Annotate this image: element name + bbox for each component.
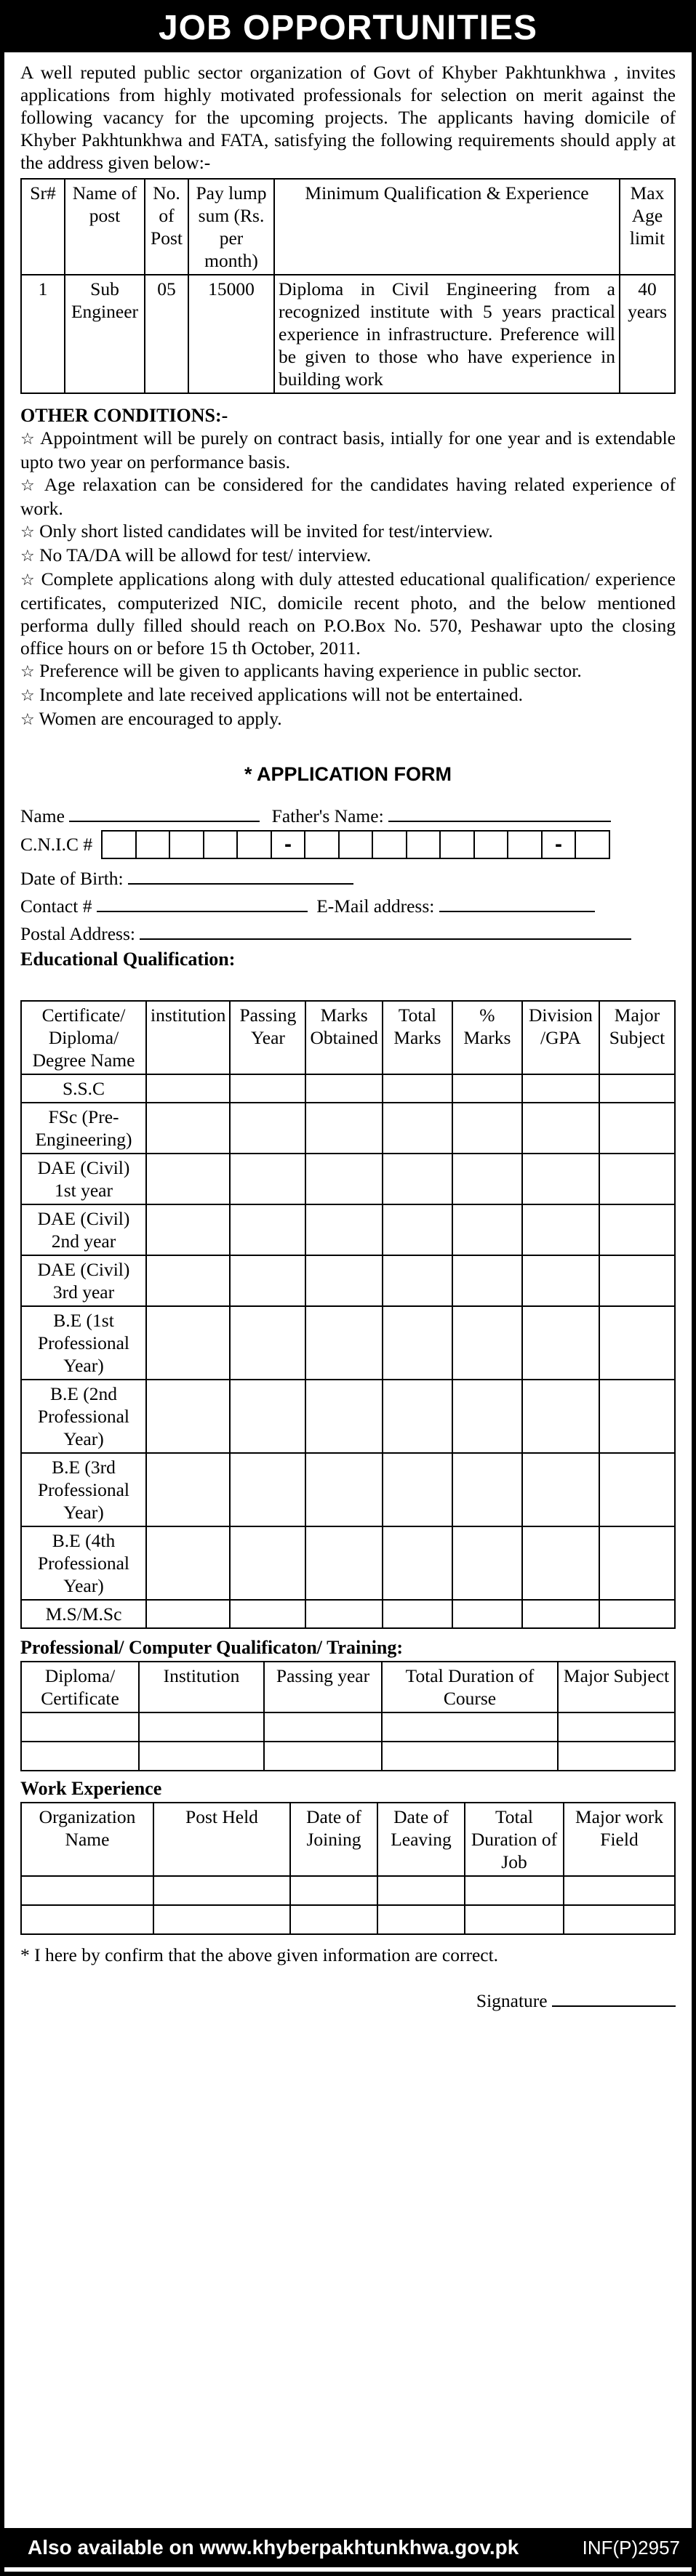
table-cell[interactable]	[383, 1255, 452, 1306]
jobs-header-pay: Pay lump sum (Rs. per month)	[188, 179, 274, 275]
edu-row-label: B.E (2nd Professional Year)	[21, 1380, 146, 1453]
table-cell[interactable]	[564, 1876, 675, 1905]
table-cell[interactable]	[564, 1905, 675, 1934]
table-row	[21, 1306, 675, 1380]
condition-text: Only short listed candidates will be invited for test/interview.	[39, 520, 493, 542]
edu-header-year: Passing Year	[230, 1001, 305, 1074]
work-table	[20, 1802, 676, 1935]
table-cell[interactable]	[305, 1074, 382, 1103]
table-cell[interactable]	[230, 1600, 305, 1628]
table-cell[interactable]	[230, 1204, 305, 1255]
education-table	[20, 1000, 676, 1629]
edu-row-label: DAE (Civil) 3rd year	[21, 1255, 146, 1306]
table-cell[interactable]	[230, 1453, 305, 1526]
prof-header-subject: Major Subject	[558, 1662, 675, 1712]
work-header-leaving: Date of Leaving	[377, 1803, 465, 1876]
table-cell[interactable]	[305, 1380, 382, 1453]
table-cell[interactable]	[599, 1074, 675, 1103]
table-cell[interactable]	[452, 1380, 522, 1453]
table-cell[interactable]	[139, 1742, 264, 1771]
cnic-box[interactable]	[473, 830, 509, 859]
work-title: Work Experience	[20, 1778, 162, 1799]
edu-header-marks: Marks Obtained	[305, 1001, 382, 1074]
table-cell[interactable]	[383, 1154, 452, 1204]
table-cell: 15000	[188, 275, 274, 393]
edu-header-institution: institution	[146, 1001, 230, 1074]
table-cell[interactable]	[452, 1074, 522, 1103]
form-title: * APPLICATION FORM	[244, 763, 452, 785]
table-cell[interactable]	[146, 1154, 230, 1204]
prof-header-diploma: Diploma/ Certificate	[21, 1662, 139, 1712]
edu-row-label: B.E (1st Professional Year)	[21, 1306, 146, 1380]
email-label: E-Mail address:	[316, 895, 435, 917]
table-cell[interactable]	[305, 1600, 382, 1628]
prof-header-year: Passing year	[264, 1662, 382, 1712]
table-cell[interactable]	[522, 1154, 599, 1204]
table-cell[interactable]	[383, 1600, 452, 1628]
table-cell[interactable]	[146, 1074, 230, 1103]
table-cell: Diploma in Civil Engineering from a recognized institute with 5 years practical experience in infrastructure. Preference will be given to those who have experience in building work	[274, 275, 620, 393]
table-cell[interactable]	[382, 1742, 558, 1771]
table-cell[interactable]	[146, 1255, 230, 1306]
cnic-line	[20, 830, 676, 859]
work-header-field: Major work Field	[564, 1803, 675, 1876]
table-cell: 1	[21, 275, 65, 393]
star-icon: ☆	[20, 571, 36, 589]
cnic-box[interactable]	[338, 830, 374, 859]
professional-table	[20, 1661, 676, 1771]
table-cell[interactable]	[522, 1380, 599, 1453]
table-cell[interactable]	[146, 1526, 230, 1600]
cnic-dash: -	[271, 830, 306, 859]
table-cell[interactable]	[377, 1905, 465, 1934]
jobs-header-qualification: Minimum Qualification & Experience	[274, 179, 620, 275]
table-cell[interactable]	[452, 1453, 522, 1526]
condition-item	[20, 707, 676, 731]
table-cell: Sub Engineer	[65, 275, 145, 393]
table-row	[21, 275, 675, 393]
work-header-duration: Total Duration of Job	[465, 1803, 564, 1876]
table-cell[interactable]	[452, 1204, 522, 1255]
dob-label: Date of Birth:	[20, 868, 124, 889]
table-cell[interactable]	[452, 1526, 522, 1600]
table-cell[interactable]	[452, 1306, 522, 1380]
table-cell[interactable]	[230, 1255, 305, 1306]
table-cell[interactable]	[146, 1380, 230, 1453]
edu-row-label: DAE (Civil) 2nd year	[21, 1204, 146, 1255]
table-cell[interactable]	[522, 1306, 599, 1380]
jobs-table	[20, 178, 676, 394]
table-cell[interactable]	[230, 1526, 305, 1600]
table-cell[interactable]	[383, 1074, 452, 1103]
table-cell[interactable]	[452, 1255, 522, 1306]
star-icon: ☆	[20, 430, 36, 448]
father-name-field[interactable]	[388, 803, 611, 822]
table-cell[interactable]	[452, 1600, 522, 1628]
signature-line	[20, 1988, 676, 2012]
edu-title: Educational Qualification:	[20, 949, 236, 970]
cnic-box[interactable]	[439, 830, 475, 859]
signature-field[interactable]	[552, 1988, 676, 2007]
table-row	[21, 1742, 675, 1771]
table-row	[21, 1526, 675, 1600]
intro-paragraph: A well reputed public sector organization of Govt of Khyber Pakhtunkhwa , invites applications from highly motivated professionals for selection on merit against the following vacancy for the upcoming projects. The applicants having domicile of Khyber Pakhtunkhwa and FATA, satisfying the following requirements should apply at the address given below:-	[20, 62, 676, 173]
table-cell[interactable]	[146, 1306, 230, 1380]
jobs-header-post: Name of post	[65, 179, 145, 275]
cnic-box[interactable]	[203, 830, 239, 859]
table-cell[interactable]	[465, 1876, 564, 1905]
table-row	[21, 1876, 675, 1905]
postal-field[interactable]	[140, 921, 631, 940]
edu-row-label: S.S.C	[21, 1074, 146, 1103]
condition-item	[20, 473, 676, 520]
name-field[interactable]	[69, 803, 260, 822]
table-cell[interactable]	[599, 1306, 675, 1380]
table-cell: 05	[145, 275, 188, 393]
edu-row-label: B.E (4th Professional Year)	[21, 1526, 146, 1600]
jobs-header-count: No. of Post	[145, 179, 188, 275]
work-header-joining: Date of Joining	[290, 1803, 377, 1876]
table-cell[interactable]	[383, 1526, 452, 1600]
table-cell[interactable]	[558, 1712, 675, 1742]
table-cell[interactable]	[230, 1154, 305, 1204]
footer-ref: INF(P)2957	[582, 2537, 680, 2559]
star-icon: ☆	[20, 687, 35, 705]
table-cell[interactable]	[305, 1204, 382, 1255]
table-cell[interactable]	[264, 1712, 382, 1742]
postal-line	[20, 920, 676, 948]
edu-header-degree: Certificate/ Diploma/ Degree Name	[21, 1001, 146, 1074]
edu-row-label: B.E (3rd Professional Year)	[21, 1453, 146, 1526]
page-title: JOB OPPORTUNITIES	[4, 4, 692, 52]
content	[20, 61, 676, 2012]
table-row	[21, 1074, 675, 1103]
cnic-box[interactable]	[236, 830, 272, 859]
cnic-label: C.N.I.C #	[20, 834, 93, 855]
table-cell[interactable]	[305, 1306, 382, 1380]
table-cell[interactable]	[522, 1600, 599, 1628]
cnic-box[interactable]	[169, 830, 204, 859]
table-cell[interactable]	[305, 1103, 382, 1154]
table-row	[21, 1380, 675, 1453]
table-row	[21, 1255, 675, 1306]
condition-text: Women are encouraged to apply.	[39, 708, 282, 729]
contact-field[interactable]	[97, 893, 308, 912]
condition-text: Complete applications along with duly attested educational qualification/ experience certificates, computerized NIC, domicile recent photo, and the below mentioned performa dully filled should reach on P.O.Box No. 570, Peshawar upto the closing office hours on or before 15 th October, 2011.	[20, 568, 676, 659]
table-row	[21, 1453, 675, 1526]
table-cell[interactable]	[599, 1380, 675, 1453]
table-cell[interactable]	[599, 1453, 675, 1526]
condition-item	[20, 659, 676, 683]
table-cell[interactable]	[230, 1380, 305, 1453]
table-cell[interactable]	[230, 1103, 305, 1154]
table-cell[interactable]	[21, 1742, 139, 1771]
table-cell[interactable]	[21, 1905, 153, 1934]
table-cell[interactable]	[383, 1380, 452, 1453]
star-icon: ☆	[20, 711, 35, 729]
condition-item	[20, 683, 676, 707]
table-cell[interactable]	[465, 1905, 564, 1934]
table-cell[interactable]	[146, 1204, 230, 1255]
edu-header-percent: % Marks	[452, 1001, 522, 1074]
prof-header-institution: Institution	[139, 1662, 264, 1712]
prof-title: Professional/ Computer Qualificaton/ Training:	[20, 1637, 404, 1658]
condition-text: Incomplete and late received applications will not be entertained.	[39, 684, 523, 705]
table-row	[21, 1600, 675, 1628]
table-cell[interactable]	[599, 1526, 675, 1600]
table-cell[interactable]	[383, 1453, 452, 1526]
table-cell[interactable]	[522, 1103, 599, 1154]
postal-label: Postal Address:	[20, 923, 135, 944]
email-field[interactable]	[439, 893, 595, 912]
footer-bar	[4, 2528, 692, 2567]
table-cell[interactable]	[153, 1905, 290, 1934]
dob-line	[20, 865, 676, 893]
table-cell[interactable]	[305, 1453, 382, 1526]
table-cell[interactable]	[599, 1204, 675, 1255]
table-cell[interactable]	[146, 1103, 230, 1154]
table-cell[interactable]	[305, 1154, 382, 1204]
contact-line	[20, 893, 676, 920]
work-header-org: Organization Name	[21, 1803, 153, 1876]
conditions-section	[20, 404, 676, 731]
table-cell[interactable]	[230, 1074, 305, 1103]
table-cell[interactable]	[21, 1876, 153, 1905]
table-cell[interactable]	[383, 1204, 452, 1255]
table-cell: 40 years	[620, 275, 675, 393]
star-icon: ☆	[20, 663, 35, 681]
condition-text: Preference will be given to applicants having experience in public sector.	[39, 660, 582, 681]
cnic-dash: -	[541, 830, 577, 859]
table-cell[interactable]	[377, 1876, 465, 1905]
edu-header-subject: Major Subject	[599, 1001, 675, 1074]
condition-item	[20, 520, 676, 544]
name-line	[20, 802, 676, 830]
star-icon: ☆	[20, 547, 35, 565]
table-row	[21, 1905, 675, 1934]
table-cell[interactable]	[383, 1103, 452, 1154]
condition-text: Age relaxation can be considered for the candidates having related experience of work.	[20, 474, 676, 519]
table-row	[21, 1154, 675, 1204]
table-cell[interactable]	[522, 1453, 599, 1526]
table-cell[interactable]	[305, 1526, 382, 1600]
table-cell[interactable]	[558, 1742, 675, 1771]
condition-item	[20, 568, 676, 659]
table-cell[interactable]	[146, 1453, 230, 1526]
edu-header-division: Division /GPA	[522, 1001, 599, 1074]
table-cell[interactable]	[21, 1712, 139, 1742]
table-cell[interactable]	[139, 1712, 264, 1742]
table-cell[interactable]	[264, 1742, 382, 1771]
confirmation-text: * I here by confirm that the above given information are correct.	[20, 1944, 499, 1965]
cnic-box[interactable]	[101, 830, 137, 859]
contact-label: Contact #	[20, 895, 92, 917]
cnic-box[interactable]	[372, 830, 407, 859]
footer-website: Also available on www.khyberpakhtunkhwa.gov.pk	[28, 2536, 519, 2559]
table-cell[interactable]	[383, 1306, 452, 1380]
condition-text: No TA/DA will be allowd for test/ interview.	[39, 544, 372, 565]
table-cell[interactable]	[599, 1255, 675, 1306]
table-cell[interactable]	[522, 1255, 599, 1306]
star-icon: ☆	[20, 523, 35, 542]
table-row	[21, 1204, 675, 1255]
table-cell[interactable]	[522, 1526, 599, 1600]
table-cell[interactable]	[146, 1600, 230, 1628]
conditions-title: OTHER CONDITIONS:-	[20, 405, 228, 426]
table-cell[interactable]	[290, 1905, 377, 1934]
work-header-post: Post Held	[153, 1803, 290, 1876]
edu-row-label: M.S/M.Sc	[21, 1600, 146, 1628]
jobs-header-sr: Sr#	[21, 179, 65, 275]
cnic-box[interactable]	[575, 830, 610, 859]
jobs-header-age: Max Age limit	[620, 179, 675, 275]
table-cell[interactable]	[452, 1154, 522, 1204]
table-cell[interactable]	[599, 1600, 675, 1628]
star-icon: ☆	[20, 477, 38, 495]
prof-header-duration: Total Duration of Course	[382, 1662, 558, 1712]
cnic-box[interactable]	[135, 830, 171, 859]
condition-item	[20, 427, 676, 473]
table-cell[interactable]	[599, 1103, 675, 1154]
name-label: Name	[20, 805, 65, 826]
table-cell[interactable]	[522, 1074, 599, 1103]
edu-row-label: FSc (Pre-Engineering)	[21, 1103, 146, 1154]
table-cell[interactable]	[230, 1306, 305, 1380]
table-cell[interactable]	[382, 1712, 558, 1742]
cnic-boxes[interactable]	[103, 830, 610, 859]
father-name-label: Father's Name:	[271, 805, 384, 826]
cnic-box[interactable]	[406, 830, 441, 859]
cnic-box[interactable]	[507, 830, 543, 859]
cnic-box[interactable]	[304, 830, 340, 859]
dob-field[interactable]	[128, 866, 353, 885]
condition-item	[20, 544, 676, 568]
signature-label: Signature	[476, 1990, 548, 2011]
edu-row-label: DAE (Civil) 1st year	[21, 1154, 146, 1204]
table-row	[21, 1712, 675, 1742]
edu-header-total: Total Marks	[383, 1001, 452, 1074]
table-cell[interactable]	[599, 1154, 675, 1204]
table-cell[interactable]	[290, 1876, 377, 1905]
table-row	[21, 1103, 675, 1154]
table-cell[interactable]	[305, 1255, 382, 1306]
condition-text: Appointment will be purely on contract basis, intially for one year and is extendable upto two year on performance basis.	[20, 427, 676, 472]
table-cell[interactable]	[522, 1204, 599, 1255]
table-cell[interactable]	[452, 1103, 522, 1154]
table-cell[interactable]	[153, 1876, 290, 1905]
